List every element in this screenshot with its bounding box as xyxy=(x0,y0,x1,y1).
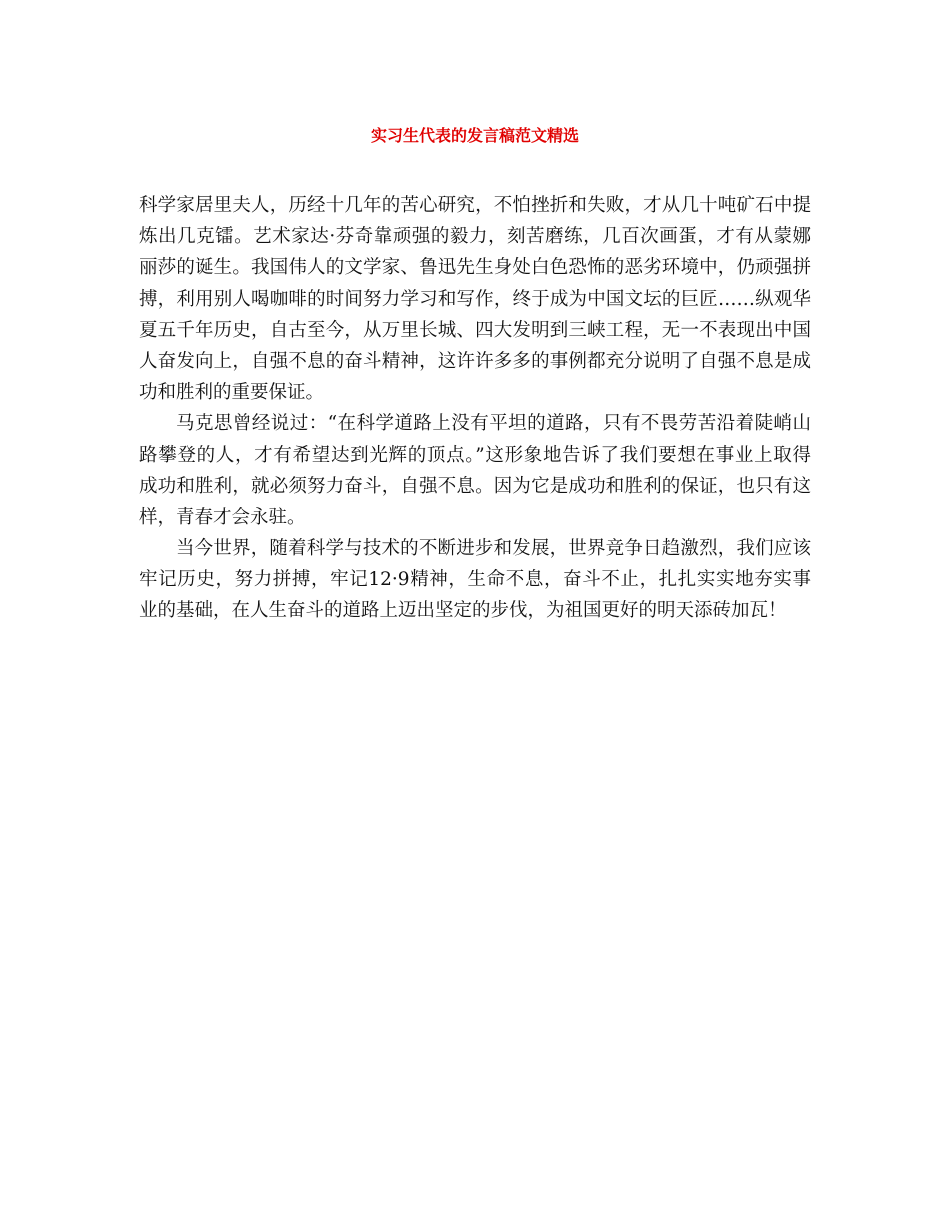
paragraph-line: 马克思曾经说过：“在科学道路上没有平坦的道路，只有不畏劳苦沿着陡峭山 xyxy=(176,413,811,435)
paragraph-line: 牢记历史，努力拼搏，牢记12·9精神，生命不息，奋斗不止，扎扎实实地夯实事 xyxy=(139,569,811,591)
paragraph-line: 业的基础，在人生奋斗的道路上迈出坚定的步伐，为祖国更好的明天添砖加瓦！ xyxy=(139,600,787,622)
paragraph-line: 炼出几克镭。艺术家达·芬奇靠顽强的毅力，刻苦磨练，几百次画蛋，才有从蒙娜 xyxy=(139,226,811,248)
paragraph-3 xyxy=(139,533,811,627)
paragraph-line: 样，青春才会永驻。 xyxy=(139,506,306,528)
paragraph-line: 人奋发向上，自强不息的奋斗精神，这许许多多的事例都充分说明了自强不息是成 xyxy=(139,350,811,372)
paragraph-line: 功和胜利的重要保证。 xyxy=(139,382,325,404)
paragraph-line: 路攀登的人，才有希望达到光辉的顶点。”这形象地告诉了我们要想在事业上取得 xyxy=(139,444,811,466)
paragraph-line: 成功和胜利，就必须努力奋斗，自强不息。因为它是成功和胜利的保证，也只有这 xyxy=(139,475,811,497)
paragraph-line: 搏，利用别人喝咖啡的时间努力学习和写作，终于成为中国文坛的巨匠……纵观华 xyxy=(139,288,811,310)
document-body xyxy=(139,190,811,627)
paragraph-2 xyxy=(139,408,811,533)
paragraph-line: 丽莎的诞生。我国伟人的文学家、鲁迅先生身处白色恐怖的恶劣环境中，仍顽强拼 xyxy=(139,257,811,279)
paragraph-1 xyxy=(139,190,811,408)
paragraph-line: 科学家居里夫人，历经十几年的苦心研究，不怕挫折和失败，才从几十吨矿石中提 xyxy=(139,195,811,216)
document-title: 实习生代表的发言稿范文精选 xyxy=(370,126,579,145)
paragraph-line: 当今世界，随着科学与技术的不断进步和发展，世界竞争日趋激烈，我们应该 xyxy=(176,538,811,560)
paragraph-line: 夏五千年历史，自古至今，从万里长城、四大发明到三峡工程，无一不表现出中国 xyxy=(139,319,811,341)
